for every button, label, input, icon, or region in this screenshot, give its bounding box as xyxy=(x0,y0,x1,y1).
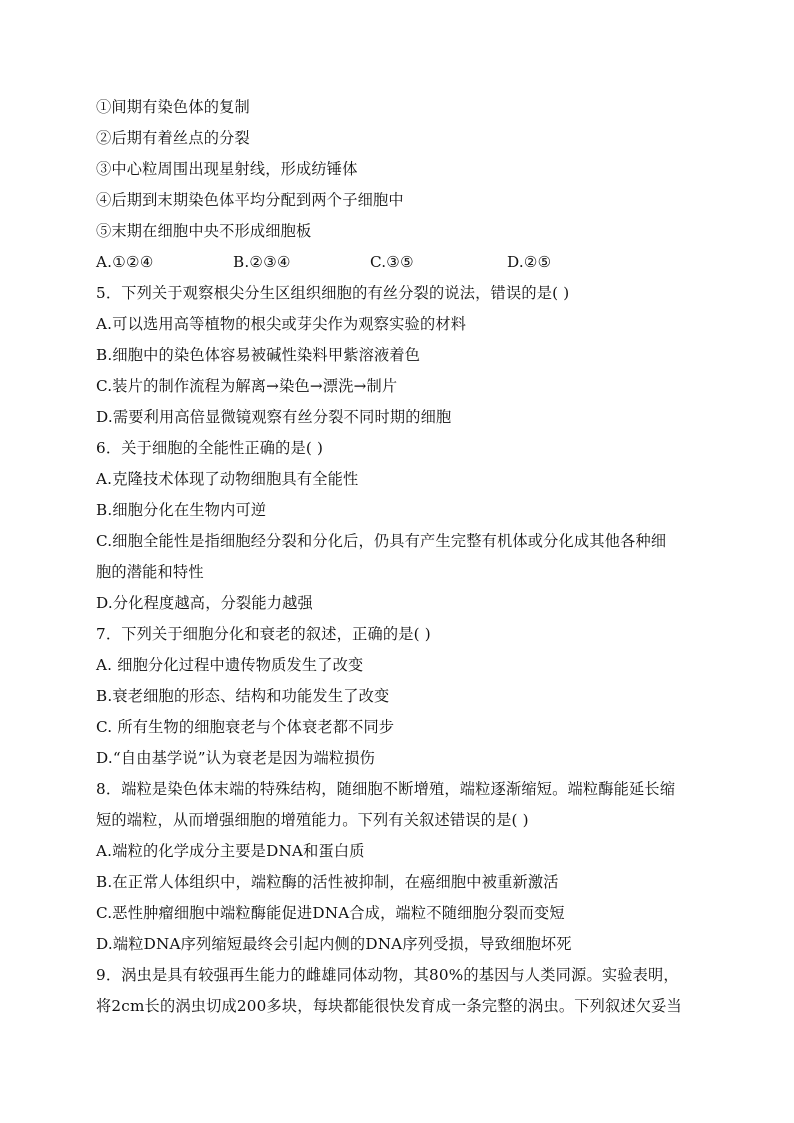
q6-option-a: A.克隆技术体现了动物细胞具有全能性 xyxy=(96,470,359,488)
q7-option-b: B.衰老细胞的形态、结构和功能发生了改变 xyxy=(96,687,390,705)
q4-option-d: D.②⑤ xyxy=(507,253,552,271)
q5-stem: 5．下列关于观察根尖分生区组织细胞的有丝分裂的说法，错误的是( ) xyxy=(96,284,570,302)
q4-item-3: ③中心粒周围出现星射线，形成纺锤体 xyxy=(96,160,358,178)
q4-options xyxy=(96,247,700,278)
q4-item-5: ⑤末期在细胞中央不形成细胞板 xyxy=(96,222,312,240)
q7-stem: 7．下列关于细胞分化和衰老的叙述，正确的是( ) xyxy=(96,625,431,643)
q8-option-d: D.端粒DNA序列缩短最终会引起内侧的DNA序列受损，导致细胞坏死 xyxy=(96,935,572,953)
q4-option-b: B.②③④ xyxy=(233,253,291,271)
q7-option-d: D.“自由基学说”认为衰老是因为端粒损伤 xyxy=(96,749,375,767)
q6-option-b: B.细胞分化在生物内可逆 xyxy=(96,501,267,519)
q4-option-a: A.①②④ xyxy=(96,253,154,271)
q6-option-c-line1: C.细胞全能性是指细胞经分裂和分化后，仍具有产生完整有机体或分化成其他各种细 xyxy=(96,532,667,550)
q8-stem-line2: 短的端粒，从而增强细胞的增殖能力。下列有关叙述错误的是( ) xyxy=(96,811,529,829)
q5-option-c: C.装片的制作流程为解离→染色→漂洗→制片 xyxy=(96,377,398,395)
q8-stem-line1: 8．端粒是染色体末端的特殊结构，随细胞不断增殖，端粒逐渐缩短。端粒酶能延长缩 xyxy=(96,780,676,798)
q5-option-b: B.细胞中的染色体容易被碱性染料甲紫溶液着色 xyxy=(96,346,421,364)
q6-stem: 6．关于细胞的全能性正确的是( ) xyxy=(96,439,324,457)
q5-option-d: D.需要利用高倍显微镜观察有丝分裂不同时期的细胞 xyxy=(96,408,452,426)
q4-option-c: C.③⑤ xyxy=(370,253,414,271)
q8-option-a: A.端粒的化学成分主要是DNA和蛋白质 xyxy=(96,842,365,860)
q7-option-a: A. 细胞分化过程中遗传物质发生了改变 xyxy=(96,656,364,674)
q4-item-2: ②后期有着丝点的分裂 xyxy=(96,129,250,147)
q5-option-a: A.可以选用高等植物的根尖或芽尖作为观察实验的材料 xyxy=(96,315,467,333)
q9-stem-line1: 9．涡虫是具有较强再生能力的雌雄同体动物，其80%的基因与人类同源。实验表明， xyxy=(96,966,679,984)
q8-option-b: B.在正常人体组织中，端粒酶的活性被抑制，在癌细胞中被重新激活 xyxy=(96,873,559,891)
q4-item-1: ①间期有染色体的复制 xyxy=(96,98,250,116)
q4-item-4: ④后期到末期染色体平均分配到两个子细胞中 xyxy=(96,191,404,209)
exam-page xyxy=(96,92,700,1022)
q6-option-d: D.分化程度越高，分裂能力越强 xyxy=(96,594,313,612)
q8-option-c: C.恶性肿瘤细胞中端粒酶能促进DNA合成，端粒不随细胞分裂而变短 xyxy=(96,904,565,922)
q6-option-c-line2: 胞的潜能和特性 xyxy=(96,563,204,581)
q9-stem-line2: 将2cm长的涡虫切成200多块，每块都能很快发育成一条完整的涡虫。下列叙述欠妥当 xyxy=(96,997,682,1015)
q7-option-c: C. 所有生物的细胞衰老与个体衰老都不同步 xyxy=(96,718,395,736)
